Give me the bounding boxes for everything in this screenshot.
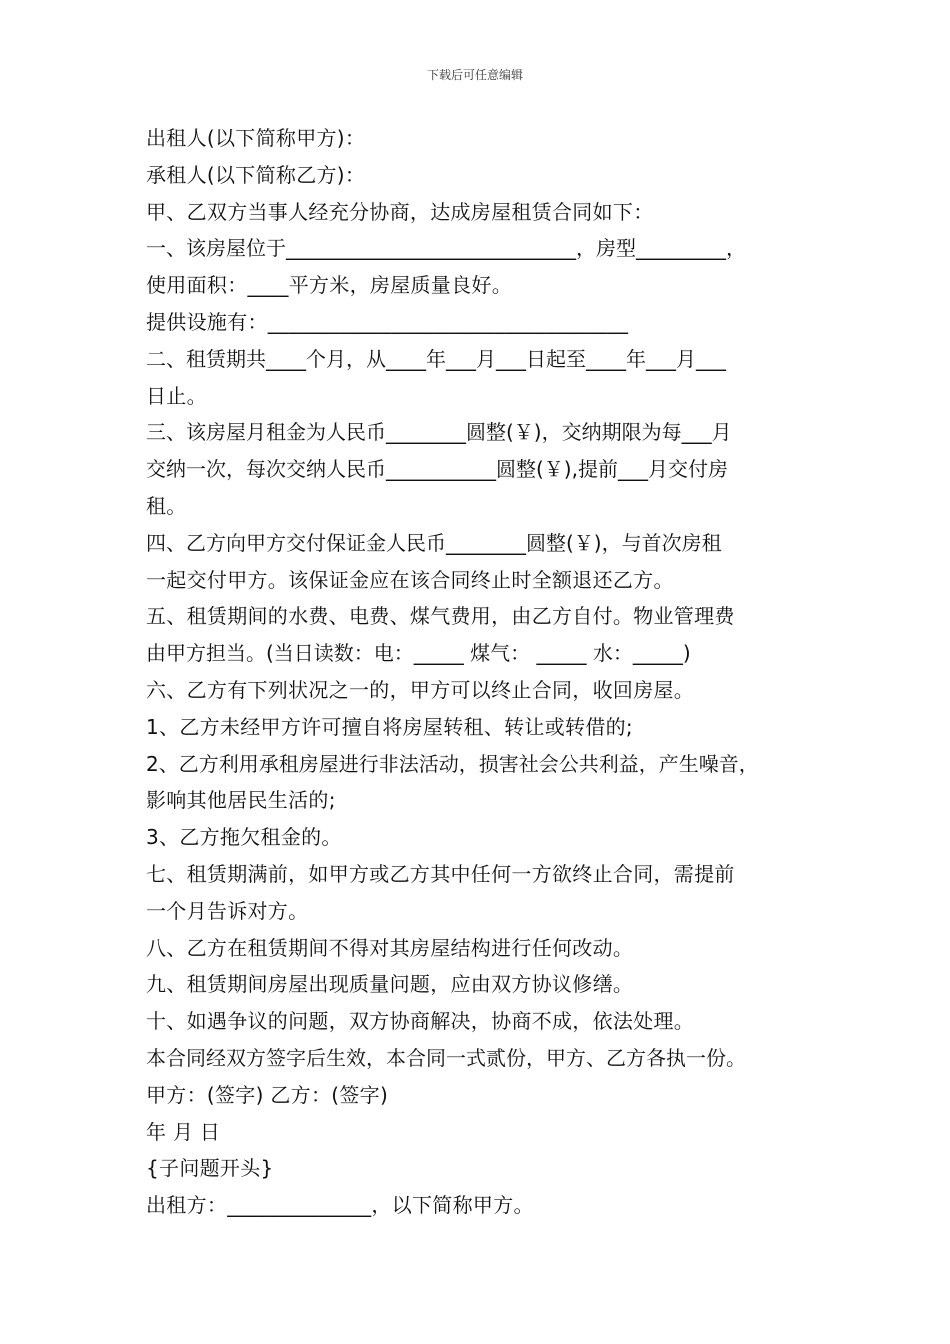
- text-line-clause-5-end: 由甲方担当。(当日读数：电：_____ 煤气： _____ 水：_____): [146, 641, 691, 666]
- text-line-clause-3-end: 租。: [146, 493, 187, 518]
- contract-body: [146, 120, 826, 1224]
- text-line-lessor: 出租人(以下简称甲方)：: [146, 126, 366, 150]
- text-line-clause-9: 九、租赁期间房屋出现质量问题，应由双方协议修缮。: [146, 972, 634, 997]
- text-line-clause-2: 二、租赁期共____个月，从____年___月___日起至____年___月___: [146, 346, 726, 371]
- text-line-clause-3: 三、该房屋月租金为人民币________圆整(￥)，交纳期限为每___月: [146, 420, 732, 445]
- text-line-item-3: 3、乙方拖欠租金的。: [146, 825, 342, 850]
- text-line-clause-8: 八、乙方在租赁期间不得对其房屋结构进行任何改动。: [146, 935, 634, 960]
- text-line-lessor-2: 出租方：______________，以下简称甲方。: [146, 1193, 534, 1218]
- text-line-clause-2-end: 日止。: [146, 383, 207, 408]
- text-line-facilities: 提供设施有：___________________________________: [146, 309, 629, 334]
- text-line-area: 使用面积：____平方米，房屋质量良好。: [146, 273, 512, 298]
- text-line-intro: 甲、乙双方当事人经充分协商，达成房屋租赁合同如下：: [146, 199, 654, 224]
- text-line-clause-7-end: 一个月告诉对方。: [146, 898, 309, 923]
- text-line-clause-1: 一、该房屋位于_____________________________，房型_________，: [146, 236, 746, 261]
- page-header: 下载后可任意编辑: [426, 68, 523, 82]
- text-line-clause-5: 五、租赁期间的水费、电费、煤气费用，由乙方自付。物业管理费: [146, 604, 735, 629]
- text-line-signatures: 甲方：(签字) 乙方：(签字): [146, 1082, 389, 1107]
- text-line-clause-4-end: 一起交付甲方。该保证金应在该合同终止时全额退还乙方。: [146, 567, 674, 592]
- text-line-clause-3-cont: 交纳一次，每次交纳人民币___________圆整(￥),提前___月交付房: [146, 457, 728, 482]
- text-line-clause-10: 十、如遇争议的问题，双方协商解决，协商不成，依法处理。: [146, 1009, 695, 1034]
- text-line-effective: 本合同经双方签字后生效，本合同一式贰份，甲方、乙方各执一份。: [146, 1045, 746, 1070]
- text-line-subquestion: {子问题开头}: [146, 1156, 274, 1181]
- text-line-lessee: 承租人(以下简称乙方)：: [146, 162, 366, 187]
- text-line-date: 年 月 日: [146, 1119, 221, 1144]
- text-line-item-1: 1、乙方未经甲方许可擅自将房屋转租、转让或转借的;: [146, 714, 633, 739]
- text-line-clause-6: 六、乙方有下列状况之一的，甲方可以终止合同，收回房屋。: [146, 677, 695, 702]
- text-line-clause-4: 四、乙方向甲方交付保证金人民币________圆整(￥)，与首次房租: [146, 530, 722, 555]
- text-line-clause-7: 七、租赁期满前，如甲方或乙方其中任何一方欲终止合同，需提前: [146, 861, 735, 886]
- text-line-item-2-end: 影响其他居民生活的;: [146, 788, 336, 813]
- text-line-item-2: 2、乙方利用承租房屋进行非法活动，损害社会公共利益，产生噪音，: [146, 751, 759, 776]
